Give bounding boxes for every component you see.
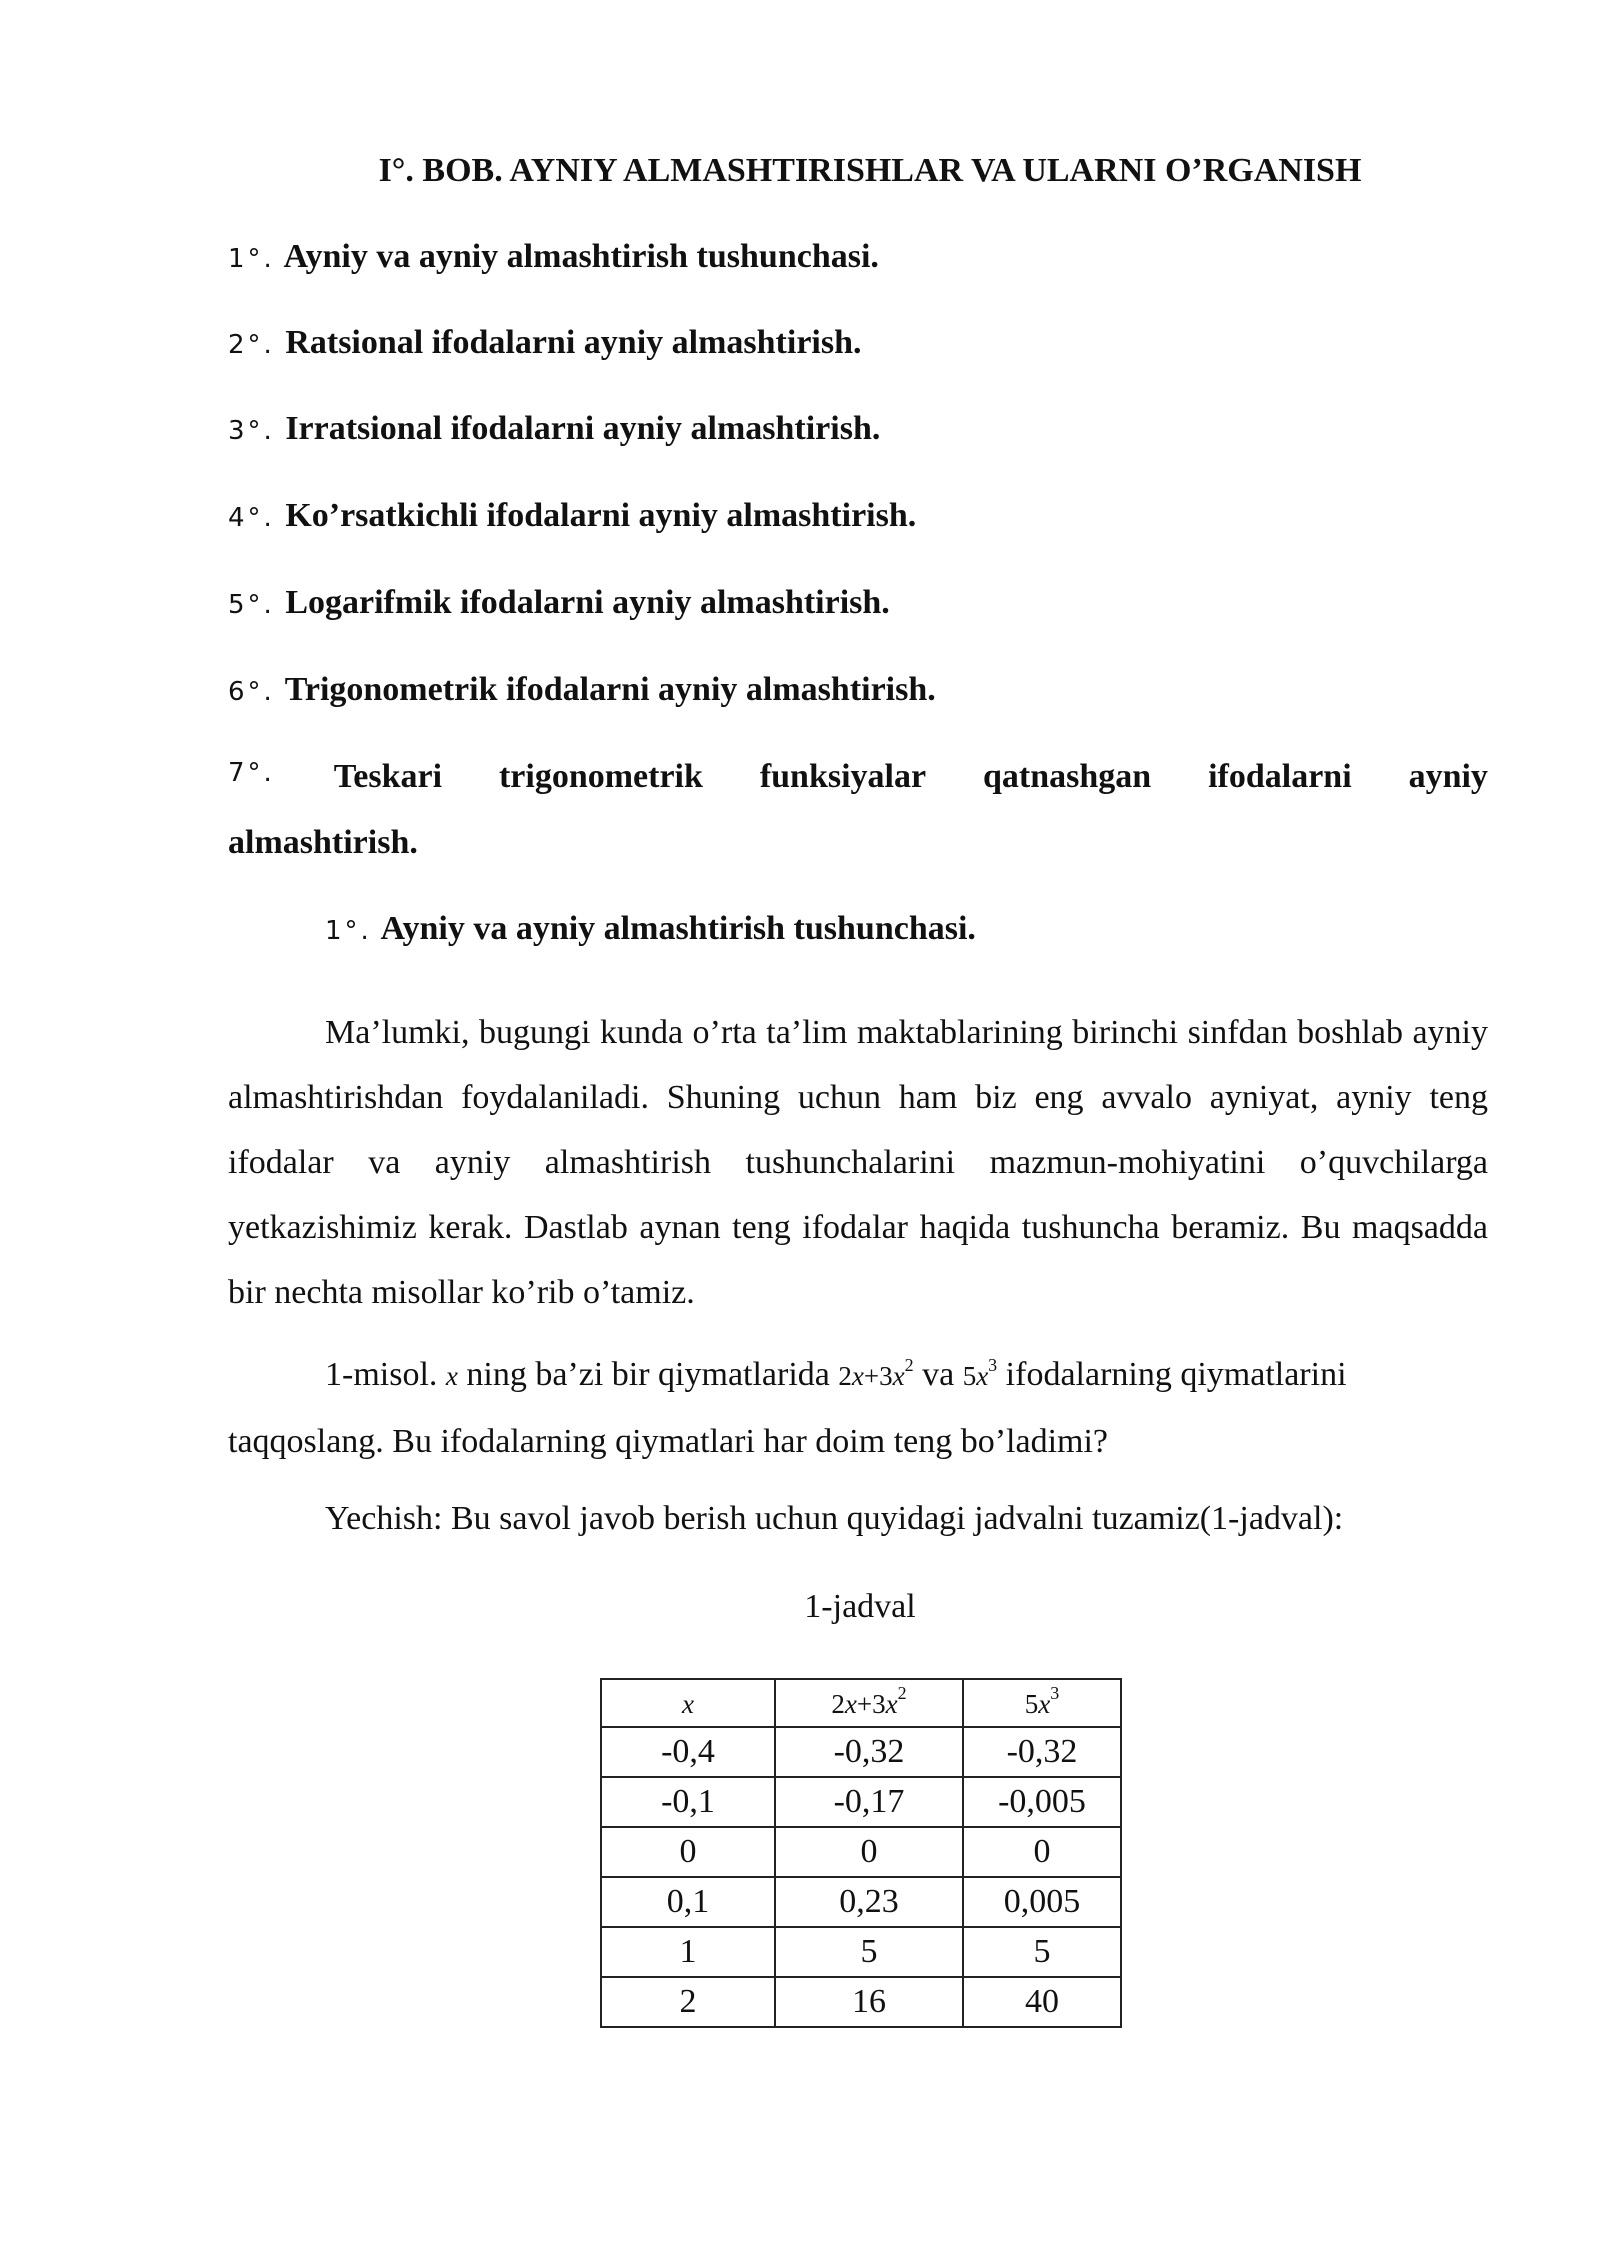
example-text-line2: taqqoslang. Bu ifodalarning qiymatlari har doim teng bo’ladimi? xyxy=(228,1423,1109,1460)
example-text-1: ning ba’zi bir qiymatlarida xyxy=(466,1356,830,1393)
table-cell: -0,32 xyxy=(963,1727,1121,1777)
table-row xyxy=(601,1977,1121,2027)
toc-item-word: qatnashgan xyxy=(982,758,1152,795)
table-header-row xyxy=(601,1679,1121,1727)
variable-x: x xyxy=(445,1361,458,1391)
expression-1: $2x+3x^2$ xyxy=(838,1355,914,1391)
table-cell: 0 xyxy=(601,1827,775,1877)
toc-item-number: 2°. xyxy=(228,330,275,360)
table-cell: -0,005 xyxy=(963,1777,1121,1827)
toc-item-number: 3°. xyxy=(228,416,275,446)
intro-paragraph-text: Ma’lumki, bugungi kunda o’rta ta’lim maktablarining birinchi sinfdan boshlab ayniy almashtirishdan foydalaniladi. Shuning uchun ham biz eng avvalo ayniyat, ayniy teng ifodalar va ayniy almashtirish tushunchalarini mazmun-mohiyatini o’quvchilarga yetkazishimiz kerak. Dastlab aynan teng ifodalar haqida tushuncha beramiz. Bu maqsadda bir nechta misollar ko’rib o’tamiz. xyxy=(228,1014,1488,1311)
table-cell: 5 xyxy=(963,1927,1121,1977)
table-cell: 16 xyxy=(775,1977,963,2027)
section-heading xyxy=(325,910,976,948)
table-cell: 40 xyxy=(963,1977,1121,2027)
toc-item-4 xyxy=(228,497,1488,535)
table-cell: -0,1 xyxy=(601,1777,775,1827)
toc-item-3 xyxy=(228,410,1488,448)
table-row xyxy=(601,1827,1121,1877)
solution-text: Yechish: Bu savol javob berish uchun quyidagi jadvalni tuzamiz(1-jadval): xyxy=(325,1500,1344,1537)
toc-item-word: funksiyalar xyxy=(759,758,927,795)
toc-item-number: 4°. xyxy=(228,503,275,533)
chapter-title: I°. BOB. AYNIY ALMASHTIRISHLAR VA ULARNI O’RGANISH xyxy=(378,152,1362,189)
section-number: 1°. xyxy=(325,916,372,946)
table-cell: 0,005 xyxy=(963,1877,1121,1927)
example-label: 1-misol. xyxy=(325,1356,438,1393)
section-title: Ayniy va ayniy almashtirish tushunchasi. xyxy=(380,910,976,947)
toc-item-word: ayniy xyxy=(1408,758,1488,795)
intro-paragraph xyxy=(228,1000,1488,1325)
table-cell: 5 xyxy=(775,1927,963,1977)
table-cell: 2 xyxy=(601,1977,775,2027)
toc-item-number: 5°. xyxy=(228,590,275,620)
table-row xyxy=(601,1877,1121,1927)
example-paragraph xyxy=(228,1342,1508,1474)
toc-item-number: 7°. xyxy=(228,758,275,788)
toc-item-text: Ko’rsatkichli ifodalarni ayniy almashtirish. xyxy=(285,497,917,534)
table-cell: 0,23 xyxy=(775,1877,963,1927)
table-cell: 1 xyxy=(601,1927,775,1977)
column-header-expression-1: $2x+3x^2$ xyxy=(775,1679,963,1727)
toc-item-text: Ratsional ifodalarni ayniy almashtirish. xyxy=(285,324,862,361)
values-table xyxy=(600,1678,1122,2028)
toc-item-text: Ayniy va ayniy almashtirish tushunchasi. xyxy=(283,238,879,275)
table-cell: -0,32 xyxy=(775,1727,963,1777)
table-cell: 0 xyxy=(963,1827,1121,1877)
table-row xyxy=(601,1727,1121,1777)
column-header-expression-2: $5x^3$ xyxy=(963,1679,1121,1727)
example-text-3: ifodalarning qiymatlarini xyxy=(1005,1356,1347,1393)
toc-item-text: Logarifmik ifodalarni ayniy almashtirish. xyxy=(285,584,890,621)
toc-item-text: Irratsional ifodalarni ayniy almashtirish. xyxy=(285,410,881,447)
toc-item-7 xyxy=(228,758,1488,796)
example-text-2: va xyxy=(922,1356,955,1393)
toc-item-6 xyxy=(228,671,1488,709)
toc-item-word: ifodalarni xyxy=(1208,758,1352,795)
table-caption: 1-jadval xyxy=(804,1588,916,1625)
column-header-x: x xyxy=(601,1679,775,1727)
table-cell: 0 xyxy=(775,1827,963,1877)
table-cell: -0,4 xyxy=(601,1727,775,1777)
toc-item-1 xyxy=(228,238,1488,276)
toc-item-word: trigonometrik xyxy=(498,758,703,795)
toc-item-number: 6°. xyxy=(228,677,275,707)
table-row xyxy=(601,1927,1121,1977)
table-cell: -0,17 xyxy=(775,1777,963,1827)
table-row xyxy=(601,1777,1121,1827)
toc-item-word: Teskari xyxy=(333,758,443,795)
expression-2: $5x^3$ xyxy=(962,1355,998,1391)
toc-item-5 xyxy=(228,584,1488,622)
toc-item-2 xyxy=(228,324,1488,362)
toc-item-number: 1°. xyxy=(228,244,275,274)
table-cell: 0,1 xyxy=(601,1877,775,1927)
toc-item-text: Trigonometrik ifodalarni ayniy almashtirish. xyxy=(284,671,936,708)
toc-item-7-continuation: almashtirish. xyxy=(228,824,418,861)
